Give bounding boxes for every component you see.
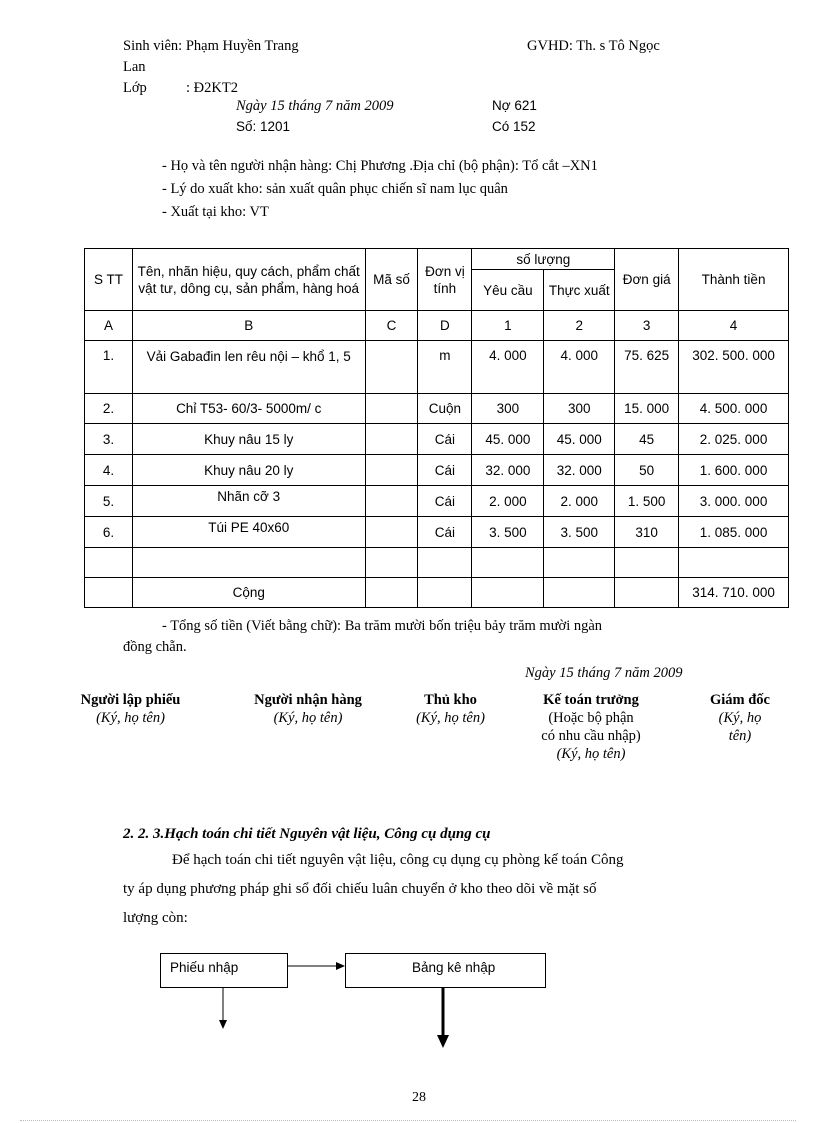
signature-title: Giám đốc xyxy=(709,692,770,708)
cell-amount: 4. 500. 000 xyxy=(679,394,789,424)
amount-in-words-cont: đồng chẵn. xyxy=(123,639,187,655)
cell-amount: 2. 025. 000 xyxy=(679,424,789,455)
cell-name: Khuy nâu 15 ly xyxy=(132,424,365,455)
advisor-name: GVHD: Th. s Tô Ngọc xyxy=(527,38,660,54)
signature-date: Ngày 15 tháng 7 năm 2009 xyxy=(525,665,683,681)
cell-stt: 3. xyxy=(85,424,133,455)
header-qty-actual: Thực xuất xyxy=(544,270,615,311)
cell-unit: m xyxy=(418,341,472,394)
cell-qty-actual: 4. 000 xyxy=(544,341,615,394)
signature-note: (Hoặc bộ phận xyxy=(548,710,634,726)
cell-stt: 2. xyxy=(85,394,133,424)
cell-unit: Cái xyxy=(418,486,472,517)
index-cell: B xyxy=(132,311,365,341)
index-cell: A xyxy=(85,311,133,341)
cell-qty-requested: 4. 000 xyxy=(472,341,544,394)
cell-unit: Cái xyxy=(418,517,472,548)
cell-price: 75. 625 xyxy=(615,341,679,394)
header-code: Mã số xyxy=(365,249,418,311)
index-cell: 4 xyxy=(679,311,789,341)
signature-note: (Ký, họ tên) xyxy=(96,710,165,726)
section-heading: 2. 2. 3.Hạch toán chi tiết Nguyên vật liệu, Công cụ dụng cụ xyxy=(123,826,491,842)
header-stt: S TT xyxy=(85,249,133,311)
header-quantity: số lượng xyxy=(472,249,615,270)
cell-name: Chỉ T53- 60/3- 5000m/ c xyxy=(132,394,365,424)
box-label: Bảng kê nhập xyxy=(412,960,496,975)
signature-title: Người lập phiếu xyxy=(80,692,181,708)
cell-qty-actual: 3. 500 xyxy=(544,517,615,548)
cell-qty-requested: 3. 500 xyxy=(472,517,544,548)
signature-note: (Ký, họ tên) xyxy=(273,710,343,726)
cell-amount: 302. 500. 000 xyxy=(679,341,789,394)
cell-stt: 1. xyxy=(85,341,133,394)
cell-qty-requested: 300 xyxy=(472,394,544,424)
cell-name: Khuy nâu 20 ly xyxy=(132,455,365,486)
index-cell: 2 xyxy=(544,311,615,341)
header-name: Tên, nhãn hiệu, quy cách, phẩm chất vật tư, dông cụ, sản phẩm, hàng hoá xyxy=(132,249,365,311)
slip-number: Số: 1201 xyxy=(236,119,291,134)
advisor-name-cont: Lan xyxy=(123,59,146,75)
page-number: 28 xyxy=(412,1090,426,1105)
header-price: Đơn giá xyxy=(615,249,679,311)
cell-stt: 5. xyxy=(85,486,133,517)
signature-title: Thủ kho xyxy=(424,692,477,708)
cell-amount: 3. 000. 000 xyxy=(679,486,789,517)
cell-qty-actual: 300 xyxy=(544,394,615,424)
cell-price: 50 xyxy=(615,455,679,486)
header-amount: Thành tiền xyxy=(679,249,789,311)
signature-note: có nhu cầu nhập) xyxy=(541,728,641,744)
cell-name: Túi PE 40x60 xyxy=(132,517,365,548)
total-amount: 314. 710. 000 xyxy=(679,578,789,608)
signature-note: (Ký, họ tên) xyxy=(416,710,485,726)
header-qty-requested: Yêu cầu xyxy=(472,270,544,311)
total-label: Cộng xyxy=(132,578,365,608)
header-unit: Đơn vị tính xyxy=(418,249,472,311)
cell-unit: Cái xyxy=(418,455,472,486)
cell-price: 310 xyxy=(615,517,679,548)
index-cell: 1 xyxy=(472,311,544,341)
cell-price: 1. 500 xyxy=(615,486,679,517)
arrowhead-down-main xyxy=(437,1035,449,1048)
student-name: Sinh viên: Phạm Huyền Trang xyxy=(123,38,299,54)
cell-qty-actual: 45. 000 xyxy=(544,424,615,455)
cell-qty-actual: 32. 000 xyxy=(544,455,615,486)
cell-amount: 1. 600. 000 xyxy=(679,455,789,486)
warehouse-info: - Xuất tại kho: VT xyxy=(162,204,269,220)
cell-unit: Cuộn xyxy=(418,394,472,424)
cell-qty-requested: 45. 000 xyxy=(472,424,544,455)
amount-in-words: - Tổng số tiền (Viết bằng chữ): Ba trăm mười bốn triệu bảy trăm mười ngàn xyxy=(162,618,603,634)
cell-name: Vải Gabađin len rêu nội – khổ 1, 5 xyxy=(132,341,365,394)
signature-title: Người nhận hàng xyxy=(254,692,362,708)
cell-price: 15. 000 xyxy=(615,394,679,424)
box-label: Phiếu nhập xyxy=(170,960,239,975)
slip-date: Ngày 15 tháng 7 năm 2009 xyxy=(236,98,394,114)
cell-unit: Cái xyxy=(418,424,472,455)
receiver-info: - Họ và tên người nhận hàng: Chị Phương .Địa chỉ (bộ phận): Tổ cắt –XN1 xyxy=(162,158,598,174)
cell-qty-actual: 2. 000 xyxy=(544,486,615,517)
cell-stt: 6. xyxy=(85,517,133,548)
cell-price: 45 xyxy=(615,424,679,455)
signature-note: (Ký, họ xyxy=(718,710,762,726)
arrowhead-down-left xyxy=(219,1020,227,1029)
signature-note: tên) xyxy=(728,728,752,744)
section-paragraph-line: Để hạch toán chi tiết nguyên vật liệu, công cụ dụng cụ phòng kế toán Công xyxy=(172,852,624,868)
class-label: Lớp xyxy=(123,80,147,96)
credit-account: Có 152 xyxy=(492,119,536,134)
cell-qty-requested: 32. 000 xyxy=(472,455,544,486)
arrowhead-right xyxy=(336,962,345,970)
cell-qty-requested: 2. 000 xyxy=(472,486,544,517)
signature-title: Kế toán trưởng xyxy=(543,692,639,708)
section-paragraph-line: lượng còn: xyxy=(123,910,188,926)
section-paragraph-line: ty áp dụng phương pháp ghi sổ đối chiếu luân chuyển ở kho theo dõi về mặt số xyxy=(123,881,597,897)
signature-note: (Ký, họ tên) xyxy=(556,746,626,762)
cell-stt: 4. xyxy=(85,455,133,486)
cell-name: Nhãn cỡ 3 xyxy=(132,486,365,517)
class-value: : Đ2KT2 xyxy=(186,80,238,96)
reason-info: - Lý do xuất kho: sản xuất quân phục chiến sĩ nam lục quân xyxy=(162,181,508,197)
cell-amount: 1. 085. 000 xyxy=(679,517,789,548)
index-cell: D xyxy=(418,311,472,341)
index-cell: C xyxy=(365,311,418,341)
index-cell: 3 xyxy=(615,311,679,341)
debit-account: Nợ 621 xyxy=(492,98,537,113)
footer-divider xyxy=(20,1120,796,1121)
